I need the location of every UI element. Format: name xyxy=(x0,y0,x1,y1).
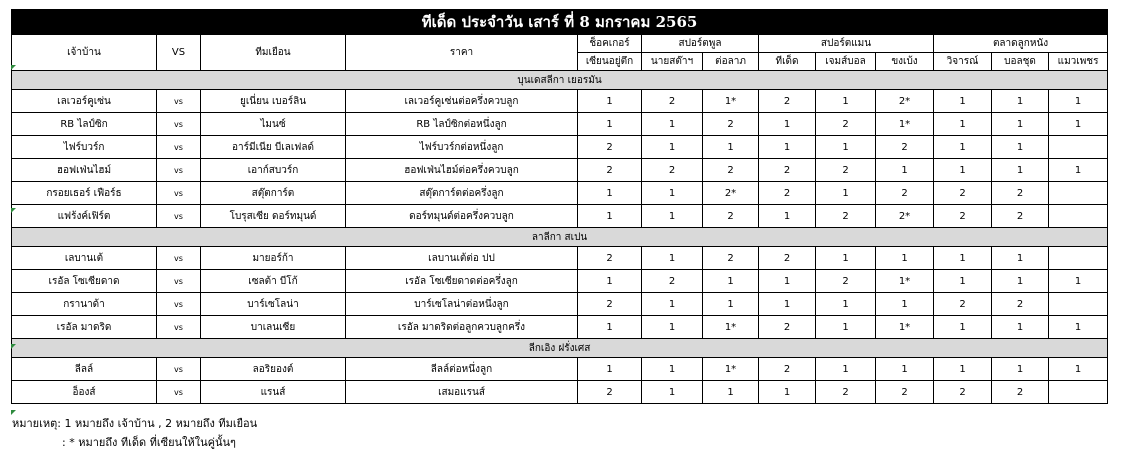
vs-label: vs xyxy=(157,358,201,381)
match-row xyxy=(12,247,1108,270)
pick-cell: 1 xyxy=(759,270,816,293)
price-line: สตุ๊ตการ์ตต่อครึ่งลูก xyxy=(346,182,578,205)
price-line: ดอร์ทมุนด์ต่อครึ่งควบลูก xyxy=(346,205,578,228)
pick-cell: 1 xyxy=(703,136,759,159)
pick-cell: 2 xyxy=(578,136,642,159)
home-team: อ็องส์ xyxy=(12,381,157,404)
pick-cell: 2 xyxy=(876,136,934,159)
pick-cell: 1 xyxy=(876,159,934,182)
pick-cell: 2 xyxy=(759,358,816,381)
pick-cell: 1 xyxy=(578,316,642,339)
pick-cell: 1 xyxy=(1049,358,1108,381)
home-team: กรอยเธอร์ เฟือร์ธ xyxy=(12,182,157,205)
pick-cell: 2 xyxy=(816,381,876,404)
price-line: บาร์เซโลน่าต่อหนึ่งลูก xyxy=(346,293,578,316)
pick-cell: 2 xyxy=(703,205,759,228)
pick-cell: 2 xyxy=(703,159,759,182)
pick-cell: 1* xyxy=(876,270,934,293)
pick-cell: 1 xyxy=(876,293,934,316)
price-line: ไฟร์บวร์กต่อหนึ่งลูก xyxy=(346,136,578,159)
pick-cell: 1 xyxy=(1049,159,1108,182)
home-team: ลีลล์ xyxy=(12,358,157,381)
header-tipster: เจมส์บอล xyxy=(816,53,876,71)
pick-cell: 2 xyxy=(578,247,642,270)
pick-cell: 2 xyxy=(934,205,992,228)
away-team: ลอริยองต์ xyxy=(201,358,346,381)
match-row xyxy=(12,182,1108,205)
header-tipster: ทีเด็ด xyxy=(759,53,816,71)
pick-cell: 1* xyxy=(703,90,759,113)
pick-cell: 2 xyxy=(759,159,816,182)
header-tipster: ต่อลาภ xyxy=(703,53,759,71)
header-tipster: บอลชุด xyxy=(992,53,1049,71)
match-row xyxy=(12,381,1108,404)
pick-cell: 2 xyxy=(759,316,816,339)
price-line: ฮอฟเฟ่นไฮม์ต่อครึ่งควบลูก xyxy=(346,159,578,182)
pick-cell: 1 xyxy=(816,90,876,113)
pick-cell: 1 xyxy=(642,205,703,228)
header-vs: VS xyxy=(157,35,201,71)
header-away: ทีมเยือน xyxy=(201,35,346,71)
pick-cell: 2 xyxy=(816,205,876,228)
pick-cell: 2* xyxy=(703,182,759,205)
pick-cell: 1* xyxy=(876,113,934,136)
price-line: เสมอแรนส์ xyxy=(346,381,578,404)
pick-cell: 1 xyxy=(759,381,816,404)
pick-cell: 1 xyxy=(703,270,759,293)
pick-cell: 1 xyxy=(642,247,703,270)
header-group-talad: ตลาดลูกหนัง xyxy=(934,35,1108,53)
pick-cell: 1 xyxy=(759,113,816,136)
vs-label: vs xyxy=(157,316,201,339)
match-row xyxy=(12,90,1108,113)
pick-cell: 1 xyxy=(642,381,703,404)
pick-cell: 2 xyxy=(934,182,992,205)
pick-cell: 1 xyxy=(578,90,642,113)
pick-cell: 1 xyxy=(642,316,703,339)
pick-cell: 1 xyxy=(934,113,992,136)
vs-label: vs xyxy=(157,136,201,159)
header-tipster: แมวเพชร xyxy=(1049,53,1108,71)
pick-cell: 1 xyxy=(934,90,992,113)
pick-cell: 1 xyxy=(703,381,759,404)
pick-cell: 2 xyxy=(992,182,1049,205)
match-row xyxy=(12,205,1108,228)
pick-cell: 2 xyxy=(876,182,934,205)
pick-cell: 2* xyxy=(876,205,934,228)
pick-cell: 2* xyxy=(876,90,934,113)
league-name: ลาลีกา สเปน xyxy=(12,228,1108,247)
home-team: เรอัล โซเซียดาด xyxy=(12,270,157,293)
pick-cell: 1 xyxy=(934,247,992,270)
pick-cell: 1 xyxy=(992,247,1049,270)
pick-cell: 1 xyxy=(642,136,703,159)
pick-cell: 1 xyxy=(992,159,1049,182)
away-team: แรนส์ xyxy=(201,381,346,404)
header-group-sportpool: สปอร์ตพูล xyxy=(642,35,759,53)
pick-cell: 1 xyxy=(992,316,1049,339)
home-team: RB ไลป์ซิก xyxy=(12,113,157,136)
vs-label: vs xyxy=(157,182,201,205)
pick-cell: 1 xyxy=(816,136,876,159)
pick-cell: 1 xyxy=(992,136,1049,159)
away-team: บาร์เซโลน่า xyxy=(201,293,346,316)
away-team: มายอร์ก้า xyxy=(201,247,346,270)
pick-cell: 1 xyxy=(1049,113,1108,136)
away-team: ไมนซ์ xyxy=(201,113,346,136)
tips-table xyxy=(11,9,1108,404)
home-team: ฮอฟเฟ่นไฮม์ xyxy=(12,159,157,182)
pick-cell: 1 xyxy=(876,358,934,381)
header-tipster: นายสต๊าฯ xyxy=(642,53,703,71)
comment-marker xyxy=(11,344,16,349)
price-line: เรอัล มาดริดต่อลูกควบลูกครึ่ง xyxy=(346,316,578,339)
home-team: กรานาด้า xyxy=(12,293,157,316)
pick-cell: 1 xyxy=(1049,90,1108,113)
comment-marker xyxy=(11,410,16,415)
pick-cell: 2 xyxy=(703,113,759,136)
pick-cell: 1 xyxy=(642,293,703,316)
pick-cell xyxy=(1049,293,1108,316)
pick-cell: 2 xyxy=(578,381,642,404)
header-home: เจ้าบ้าน xyxy=(12,35,157,71)
pick-cell: 1 xyxy=(816,358,876,381)
pick-cell: 1 xyxy=(992,113,1049,136)
pick-cell: 2 xyxy=(578,293,642,316)
pick-cell: 2 xyxy=(992,381,1049,404)
pick-cell: 1 xyxy=(934,136,992,159)
note-line: หมายเหตุ: 1 หมายถึง เจ้าบ้าน , 2 หมายถึง ทีมเยือน xyxy=(12,417,258,430)
pick-cell: 1 xyxy=(759,293,816,316)
pick-cell: 1 xyxy=(1049,316,1108,339)
pick-cell: 2 xyxy=(642,90,703,113)
pick-cell: 1 xyxy=(578,358,642,381)
header-tipster: ขงเบ้ง xyxy=(876,53,934,71)
pick-cell: 2 xyxy=(816,159,876,182)
vs-label: vs xyxy=(157,205,201,228)
page-title: ทีเด็ด ประจำวัน เสาร์ ที่ 8 มกราคม 2565 xyxy=(12,10,1108,35)
pick-cell: 1* xyxy=(703,358,759,381)
pick-cell: 1* xyxy=(876,316,934,339)
away-team: เอาก์สบวร์ก xyxy=(201,159,346,182)
home-team: เลบานเต้ xyxy=(12,247,157,270)
pick-cell: 1 xyxy=(934,270,992,293)
pick-cell: 1 xyxy=(578,113,642,136)
pick-cell: 2 xyxy=(759,90,816,113)
pick-cell: 1 xyxy=(642,358,703,381)
away-team: เซลต้า บีโก้ xyxy=(201,270,346,293)
match-row xyxy=(12,113,1108,136)
match-row xyxy=(12,293,1108,316)
pick-cell: 2 xyxy=(816,270,876,293)
pick-cell: 2 xyxy=(816,113,876,136)
pick-cell: 1 xyxy=(992,270,1049,293)
pick-cell: 1 xyxy=(759,205,816,228)
header-price: ราคา xyxy=(346,35,578,71)
comment-marker xyxy=(11,65,16,70)
price-line: RB ไลป์ซิกต่อหนึ่งลูก xyxy=(346,113,578,136)
pick-cell: 2 xyxy=(578,159,642,182)
header-group-sportman: สปอร์ตแมน xyxy=(759,35,934,53)
pick-cell: 1 xyxy=(578,270,642,293)
pick-cell xyxy=(1049,182,1108,205)
pick-cell: 1 xyxy=(816,316,876,339)
pick-cell: 2 xyxy=(642,159,703,182)
pick-cell: 1 xyxy=(876,247,934,270)
match-row xyxy=(12,316,1108,339)
pick-cell: 2 xyxy=(759,247,816,270)
vs-label: vs xyxy=(157,90,201,113)
league-name: ลีกเอิง ฝรั่งเศส xyxy=(12,339,1108,358)
pick-cell xyxy=(1049,247,1108,270)
price-line: ลีลล์ต่อหนึ่งลูก xyxy=(346,358,578,381)
notes xyxy=(12,414,257,452)
price-line: เลบานเต้ต่อ ปป xyxy=(346,247,578,270)
pick-cell: 1 xyxy=(934,358,992,381)
header-group-shocker: ช็อคเกอร์ xyxy=(578,35,642,53)
vs-label: vs xyxy=(157,293,201,316)
away-team: สตุ๊ตการ์ต xyxy=(201,182,346,205)
pick-cell: 2 xyxy=(934,293,992,316)
pick-cell: 1* xyxy=(703,316,759,339)
match-row xyxy=(12,358,1108,381)
vs-label: vs xyxy=(157,381,201,404)
pick-cell: 1 xyxy=(816,182,876,205)
pick-cell: 1 xyxy=(816,293,876,316)
home-team: แฟร้งค์เฟิร์ต xyxy=(12,205,157,228)
pick-cell: 1 xyxy=(703,293,759,316)
vs-label: vs xyxy=(157,113,201,136)
pick-cell: 1 xyxy=(642,113,703,136)
match-row xyxy=(12,159,1108,182)
header-tipster: เซียนอยู่ตึก xyxy=(578,53,642,71)
price-line: เลเวอร์คูเซ่นต่อครึ่งควบลูก xyxy=(346,90,578,113)
home-team: ไฟร์บวร์ก xyxy=(12,136,157,159)
price-line: เรอัล โซเซียดาดต่อครึ่งลูก xyxy=(346,270,578,293)
pick-cell: 1 xyxy=(934,316,992,339)
pick-cell: 1 xyxy=(992,358,1049,381)
vs-label: vs xyxy=(157,247,201,270)
comment-marker xyxy=(11,208,16,213)
vs-label: vs xyxy=(157,159,201,182)
home-team: เลเวอร์คูเซ่น xyxy=(12,90,157,113)
pick-cell xyxy=(1049,381,1108,404)
home-team: เรอัล มาดริด xyxy=(12,316,157,339)
pick-cell xyxy=(1049,205,1108,228)
pick-cell: 1 xyxy=(578,205,642,228)
match-row xyxy=(12,270,1108,293)
vs-label: vs xyxy=(157,270,201,293)
pick-cell: 1 xyxy=(992,90,1049,113)
away-team: อาร์มีเนีย บีเลเฟลด์ xyxy=(201,136,346,159)
pick-cell: 1 xyxy=(759,136,816,159)
note-line: : * หมายถึง ทีเด็ด ที่เซียนให้ในคู่นั้นๆ xyxy=(62,436,236,449)
pick-cell: 1 xyxy=(1049,270,1108,293)
away-team: ยูเนี่ยน เบอร์ลิน xyxy=(201,90,346,113)
pick-cell: 2 xyxy=(992,205,1049,228)
pick-cell: 1 xyxy=(816,247,876,270)
pick-cell: 1 xyxy=(934,159,992,182)
pick-cell: 1 xyxy=(642,182,703,205)
pick-cell: 2 xyxy=(759,182,816,205)
pick-cell: 2 xyxy=(992,293,1049,316)
pick-cell: 2 xyxy=(876,381,934,404)
away-team: โบรุสเซีย ดอร์ทมุนด์ xyxy=(201,205,346,228)
away-team: บาเลนเซีย xyxy=(201,316,346,339)
pick-cell: 2 xyxy=(934,381,992,404)
header-tipster: วิจารณ์ xyxy=(934,53,992,71)
league-name: บุนเดสลีกา เยอรมัน xyxy=(12,71,1108,90)
pick-cell: 1 xyxy=(578,182,642,205)
match-row xyxy=(12,136,1108,159)
pick-cell: 2 xyxy=(642,270,703,293)
pick-cell xyxy=(1049,136,1108,159)
pick-cell: 2 xyxy=(703,247,759,270)
